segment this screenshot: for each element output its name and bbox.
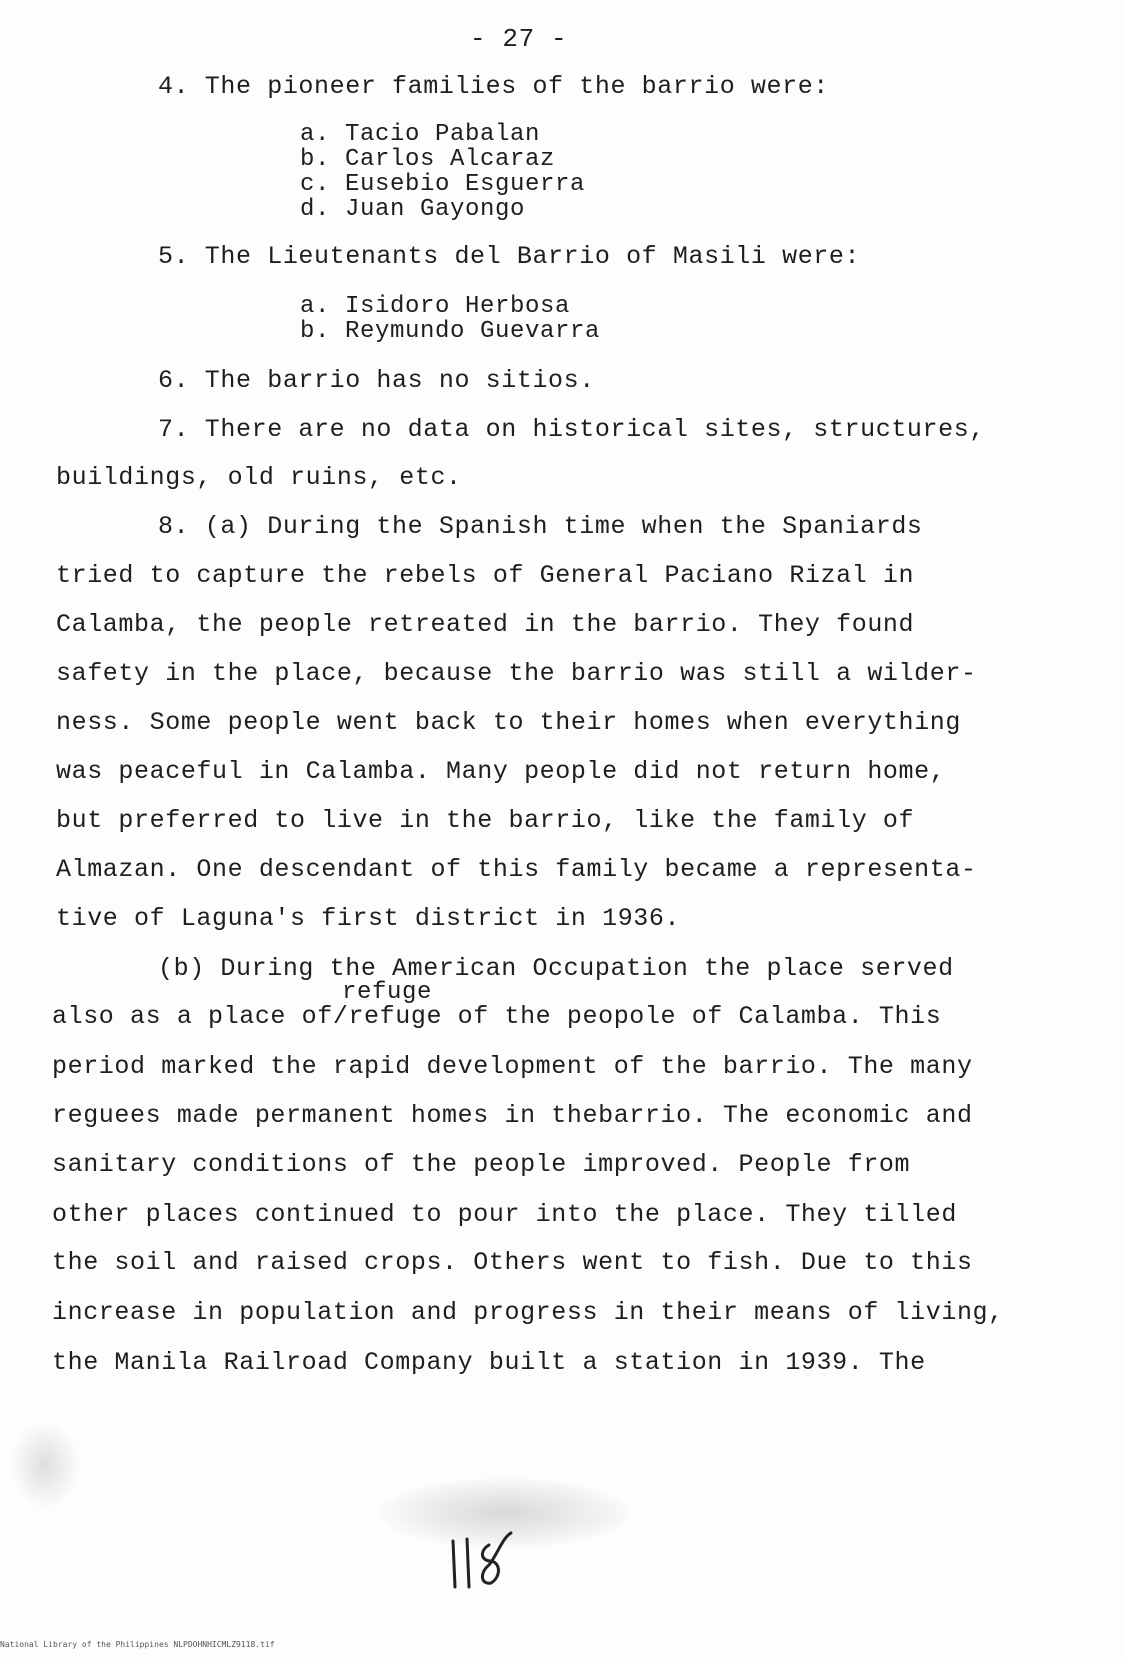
item5-list-item: b. Reymundo Guevarra [300, 318, 601, 345]
item8b-line: also as a place of/refuge of the peopole of Calamba. This [52, 1002, 942, 1031]
archive-footer: National Library of the Philippines NLPDOHNHICMLZ9118.tif [0, 1640, 275, 1649]
item8b-line: increase in population and progress in their means of living, [52, 1298, 1004, 1327]
item5-heading: 5. The Lieutenants del Barrio of Masili were: [158, 242, 861, 271]
page-number: - 27 - [470, 24, 568, 54]
item8a-line: tive of Laguna's first district in 1936. [56, 904, 681, 933]
item4-list-item: b. Carlos Alcaraz [300, 146, 556, 173]
item8a-line: 8. (a) During the Spanish time when the Spaniards [158, 512, 923, 541]
item8b-line: other places continued to pour into the place. They tilled [52, 1200, 957, 1229]
item5-list-item: a. Isidoro Herbosa [300, 293, 571, 320]
item6-text: 6. The barrio has no sitios. [158, 366, 595, 395]
item8b-insertion: refuge [342, 979, 433, 1006]
item8b-line: sanitary conditions of the people improved. People from [52, 1150, 911, 1179]
item8a-line: Almazan. One descendant of this family became a representa- [56, 855, 977, 884]
item8a-line: ness. Some people went back to their homes when everything [56, 708, 961, 737]
handwritten-page-number [445, 1525, 515, 1595]
item4-heading: 4. The pioneer families of the barrio were: [158, 72, 829, 101]
item4-list-item: d. Juan Gayongo [300, 196, 526, 223]
item4-list-item: a. Tacio Pabalan [300, 121, 541, 148]
item8b-line: (b) During the American Occupation the place served [158, 954, 954, 983]
item8a-line: tried to capture the rebels of General Paciano Rizal in [56, 561, 915, 590]
item8a-line: but preferred to live in the barrio, like the family of [56, 806, 915, 835]
item8a-line: safety in the place, because the barrio was still a wilder- [56, 659, 977, 688]
item8b-line: the soil and raised crops. Others went to fish. Due to this [52, 1248, 973, 1277]
item8b-line: the Manila Railroad Company built a station in 1939. The [52, 1348, 926, 1377]
item7-line: 7. There are no data on historical sites, structures, [158, 415, 985, 444]
item8b-line: period marked the rapid development of the barrio. The many [52, 1052, 973, 1081]
item4-list-item: c. Eusebio Esguerra [300, 171, 586, 198]
item8a-line: was peaceful in Calamba. Many people did not return home, [56, 757, 946, 786]
item7-line: buildings, old ruins, etc. [56, 463, 462, 492]
item8b-line: reguees made permanent homes in thebarrio. The economic and [52, 1101, 973, 1130]
item8a-line: Calamba, the people retreated in the barrio. They found [56, 610, 915, 639]
scan-smudge-left [10, 1420, 80, 1510]
